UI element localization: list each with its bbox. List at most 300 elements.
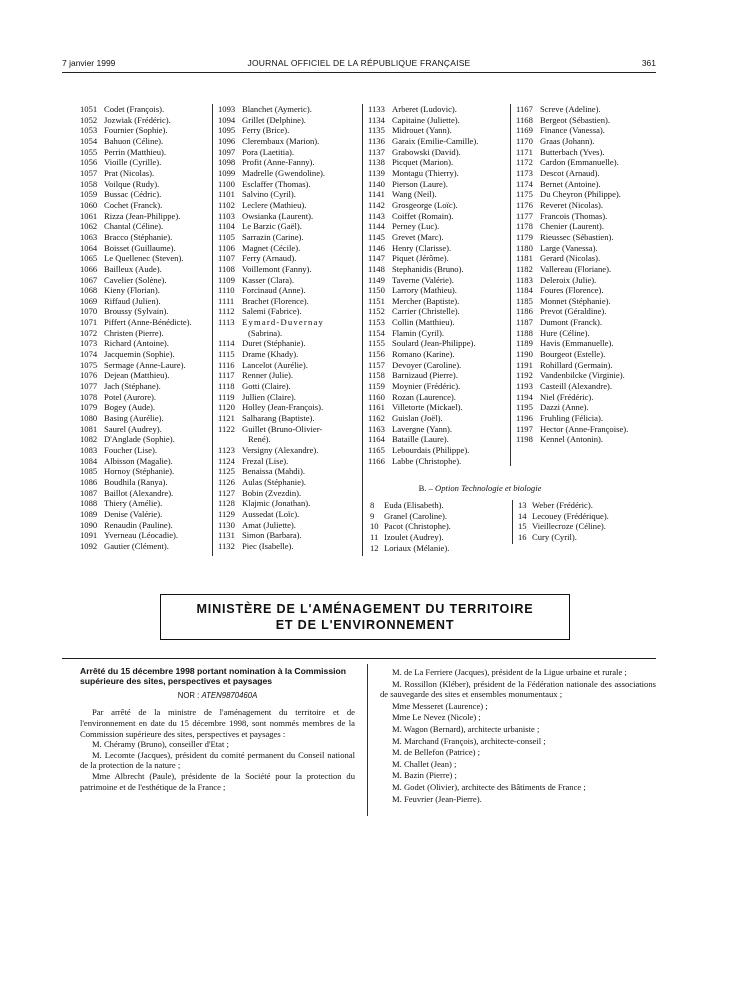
list-item-name: Garaix (Emilie-Camille).	[392, 135, 479, 146]
list-item	[516, 243, 656, 254]
ministry-line-1: MINISTÈRE DE L'AMÉNAGEMENT DU TERRITOIRE	[196, 602, 534, 616]
list-item-number: 1132	[218, 540, 235, 551]
list-item-name: Bussac (Cédric).	[104, 189, 162, 200]
list-item	[368, 264, 506, 275]
list-item-number: 1145	[368, 231, 385, 242]
member-entry: M. Wagon (Bernard), architecte urbaniste ;	[392, 723, 540, 734]
list-item	[368, 211, 506, 222]
list-item	[80, 211, 210, 222]
list-item-number: 1113	[218, 317, 235, 328]
list-item	[370, 511, 500, 522]
list-item-name: Fournier (Sophie).	[104, 125, 168, 136]
list-item-number: 1128	[218, 498, 235, 509]
list-item-name: Versigny (Alexandre).	[242, 445, 319, 455]
list-item-name: Piec (Isabelle).	[242, 540, 294, 551]
list-item	[218, 157, 356, 168]
nor-reference	[80, 691, 355, 702]
list-item-number: 1064	[80, 242, 98, 253]
list-item-name: Magnet (Cécile).	[242, 242, 301, 253]
list-item-name: Piffert (Anne-Bénédicte).	[104, 317, 192, 328]
list-item	[218, 264, 356, 275]
list-item	[218, 211, 356, 222]
list-item	[218, 136, 356, 147]
list-item	[218, 520, 356, 531]
list-item-name: Cury (Cyril).	[532, 531, 577, 542]
list-item-number: 1125	[218, 466, 235, 477]
list-item	[368, 456, 506, 467]
list-item-name: Perney (Luc).	[392, 221, 440, 232]
header-page-number: 361	[641, 58, 656, 68]
list-item-name: Boisset (Guillaume).	[104, 242, 176, 253]
list-item-name: Gautier (Clément).	[104, 540, 169, 551]
list-item-number: 1140	[368, 178, 385, 189]
list-item-name: Villetorte (Mickael).	[392, 402, 463, 413]
list-item	[368, 253, 506, 264]
list-item-name: Thiery (Amélie).	[104, 498, 163, 509]
list-item-name: Bataille (Laure).	[392, 434, 449, 445]
list-item-name: Piquet (Jérôme).	[392, 253, 449, 264]
list-item-number: 1093	[218, 104, 236, 114]
list-item-name: Benaissa (Mahdi).	[242, 466, 306, 477]
list-item	[516, 285, 656, 296]
right-members	[380, 667, 656, 804]
list-item	[516, 381, 656, 392]
list-item-name: Jach (Stéphane).	[104, 381, 161, 392]
list-item	[218, 509, 356, 520]
list-item-number: 1158	[368, 370, 385, 381]
list-item	[516, 200, 656, 211]
list-item-name: Guislan (Joël).	[392, 413, 443, 424]
list-item	[80, 498, 210, 509]
list-item-name: Devoyer (Caroline).	[392, 359, 462, 370]
member-entry: Mme Le Nevez (Nicole) ;	[392, 712, 481, 723]
list-item	[368, 317, 506, 328]
list-item-number: 1080	[80, 413, 98, 424]
list-item-name: Sarrazin (Carine).	[242, 231, 304, 242]
list-item-number: 1063	[80, 231, 98, 242]
list-item-name: Prat (Nicolas).	[104, 167, 155, 178]
member-entry: M. de La Ferriere (Jacques), président de la Ligue urbaine et rurale ;	[392, 667, 627, 677]
list-item-name: Amat (Juliette).	[242, 519, 296, 530]
list-item-name: Le Quellenec (Steven).	[104, 253, 184, 264]
list-item-number: 1176	[516, 199, 533, 210]
list-item	[516, 189, 656, 200]
list-item	[218, 381, 356, 392]
list-item	[368, 392, 506, 403]
list-item-number: 1107	[218, 253, 235, 264]
list-item	[80, 509, 210, 520]
list-item-name: Ferry (Arnaud).	[242, 253, 297, 264]
list-item-number: 1060	[80, 199, 98, 210]
list-item-name: Kennel (Antonin).	[540, 434, 604, 445]
list-item-number: 1108	[218, 263, 235, 274]
list-item-name: Pora (Laetitia).	[242, 146, 295, 157]
list-item	[218, 498, 356, 509]
list-item-name: Dazzi (Anne).	[540, 402, 589, 413]
list-item-number: 1168	[516, 114, 533, 125]
list-item-number: 1166	[368, 455, 385, 466]
list-item-number: 1099	[218, 167, 236, 178]
list-item	[218, 445, 356, 456]
list-item	[368, 381, 506, 392]
list-item-number: 1126	[218, 476, 235, 487]
list-item	[80, 360, 210, 371]
list-item-name: Flamin (Cyril).	[392, 327, 445, 338]
list-item	[80, 530, 210, 541]
list-item-name: Coiffet (Romain).	[392, 210, 454, 221]
list-item	[218, 221, 356, 232]
list-item-number: 1137	[368, 146, 385, 157]
list-item-number: 1156	[368, 349, 385, 360]
list-item-number: 1114	[218, 338, 235, 349]
list-item	[368, 275, 506, 286]
list-item-number: 1179	[516, 231, 533, 242]
list-item-number: 1081	[80, 423, 98, 434]
list-item	[516, 275, 656, 286]
list-item-name: Simon (Barbara).	[242, 530, 302, 541]
list-item-name: Hornoy (Stéphanie).	[104, 466, 175, 477]
list-item-number: 1115	[218, 349, 235, 360]
list-item-name: D'Anglade (Sophie).	[104, 434, 175, 445]
list-item-name: Jozwiak (Frédéric).	[104, 114, 171, 125]
list-item-number: 1127	[218, 487, 235, 498]
list-item-name: Yverneau (Léocadie).	[104, 530, 179, 541]
list-item-number: 1149	[368, 274, 385, 285]
list-item-name: Du Cheyron (Philippe).	[540, 189, 621, 200]
list-item-number: 1131	[218, 530, 235, 541]
list-item-number: 1085	[80, 466, 98, 477]
list-item-name: Foucher (Lise).	[104, 445, 157, 455]
list-item-name: Codet (François).	[104, 104, 165, 114]
list-item	[218, 424, 356, 435]
list-item-name: Larrory (Mathieu).	[392, 285, 457, 296]
list-item	[368, 413, 506, 424]
list-item-number: 1172	[516, 157, 533, 168]
list-item-name: Cardon (Emmanuelle).	[540, 157, 619, 168]
list-item-number: 1112	[218, 306, 235, 317]
list-item-name: Jacquemin (Sophie).	[104, 349, 175, 360]
list-item	[516, 168, 656, 179]
list-item	[516, 115, 656, 126]
list-item-name: Arberet (Ludovic).	[392, 104, 457, 114]
list-item	[80, 264, 210, 275]
list-item	[516, 104, 656, 115]
list-item-number: 1163	[368, 423, 385, 434]
list-item	[80, 157, 210, 168]
list-item	[370, 543, 500, 554]
list-b-column-2	[518, 500, 656, 543]
list-item	[218, 275, 356, 286]
member-entry: M. de Bellefon (Patrice) ;	[392, 747, 481, 758]
list-item-name: Carrier (Christelle).	[392, 306, 460, 317]
list-item-name: Blanchet (Aymeric).	[242, 104, 312, 114]
list-item	[516, 136, 656, 147]
list-item	[368, 147, 506, 158]
list-item	[368, 168, 506, 179]
list-item-name: Frezal (Lise).	[242, 455, 289, 466]
list-item-name: Aulas (Stéphanie).	[242, 476, 306, 487]
list-item	[218, 530, 356, 541]
list-item	[218, 243, 356, 254]
list-item-name: Havis (Emmanuelle).	[540, 338, 614, 349]
list-item-number: 1077	[80, 381, 98, 392]
list-item-name: Grabowski (David).	[392, 146, 461, 157]
list-item	[80, 477, 210, 488]
list-item-number: 1103	[218, 210, 235, 221]
list-item-name: Christen (Pierre).	[104, 327, 164, 338]
list-item-name: Rozan (Laurence).	[392, 391, 456, 402]
list-item-name: Salvino (Cyril).	[242, 189, 296, 200]
list-item-name: Monnet (Stéphanie).	[540, 295, 611, 306]
list-item-name: Francois (Thomas).	[540, 210, 608, 221]
list-item-number: 1071	[80, 317, 98, 328]
list-item	[80, 104, 210, 115]
member-entry: M. Rossillon (Kléber), président de la Fédération nationale des associations de sauvegarde des sites et ensembles monumentaux ;	[380, 678, 656, 700]
list-item-number: 1111	[218, 295, 235, 306]
ministry-line-2: ET DE L'ENVIRONNEMENT	[275, 618, 455, 632]
list-item-name: Dumont (Franck).	[540, 317, 603, 328]
list-item-name: Bracco (Stéphanie).	[104, 231, 173, 242]
list-item	[516, 434, 656, 445]
list-item	[368, 306, 506, 317]
list-item-number: 16	[518, 531, 527, 542]
list-item	[80, 253, 210, 264]
list-item	[80, 488, 210, 499]
list-item-number: 1187	[516, 317, 533, 328]
list-item-name: Reveret (Nicolas).	[540, 199, 603, 210]
list-item-number: 1109	[218, 274, 235, 285]
list-item-name: Basing (Aurélie).	[104, 413, 164, 424]
list-item-number: 1197	[516, 423, 533, 434]
list-item	[516, 424, 656, 435]
list-item	[218, 115, 356, 126]
list-item-number: 1120	[218, 402, 235, 413]
list-item	[218, 466, 356, 477]
list-item	[218, 370, 356, 381]
list-item	[518, 521, 656, 532]
list-item-name: Screve (Adeline).	[540, 104, 601, 114]
list-item-number: 10	[370, 521, 379, 532]
list-item-number: 1139	[368, 167, 385, 178]
list-item	[218, 541, 356, 552]
list-item-number: 1069	[80, 295, 98, 306]
list-item-name: Bogey (Aude).	[104, 402, 156, 413]
list-item	[218, 328, 356, 339]
list-item	[368, 285, 506, 296]
list-item-name: Collin (Matthieu).	[392, 317, 455, 328]
list-item	[516, 413, 656, 424]
list-item-name: Bailleux (Aude).	[104, 263, 162, 274]
section-rule	[62, 658, 656, 659]
list-item-name: Broussy (Sylvain).	[104, 306, 169, 317]
list-item-number: 1052	[80, 114, 98, 125]
column-divider	[212, 104, 213, 556]
list-item-name: Midrouet (Yann).	[392, 125, 452, 136]
list-item	[218, 168, 356, 179]
list-item	[80, 306, 210, 317]
list-item-number: 1087	[80, 487, 98, 498]
list-item-number: 1143	[368, 210, 385, 221]
list-item-name: Labbe (Christophe).	[392, 455, 462, 466]
list-item	[368, 179, 506, 190]
list-item-name: Voillemont (Fanny).	[242, 263, 312, 274]
list-item-name: Vandenbilcke (Virginie).	[540, 370, 625, 381]
list-item-name: Riffaud (Julien).	[104, 295, 161, 306]
list-item	[80, 125, 210, 136]
list-item-name: Potel (Aurore).	[104, 391, 157, 402]
list-item-name: Renner (Julie).	[242, 370, 294, 381]
list-item-number: 1138	[368, 157, 385, 168]
list-item	[368, 370, 506, 381]
list-item	[368, 360, 506, 371]
list-item-name: Profit (Anne-Fanny).	[242, 157, 315, 168]
list-item-number: 1154	[368, 327, 385, 338]
list-item-number: 1059	[80, 189, 98, 200]
list-item-number: 1169	[516, 125, 533, 136]
list-item-number: 1098	[218, 157, 236, 168]
list-item-name: Clerembaux (Marion).	[242, 135, 320, 146]
list-item-number: 1162	[368, 413, 385, 424]
list-item	[516, 360, 656, 371]
list-item	[218, 200, 356, 211]
list-item-number: 1180	[516, 242, 533, 253]
list-item-number: 1089	[80, 508, 98, 519]
list-item	[218, 189, 356, 200]
list-item-number: 1129	[218, 508, 235, 519]
list-item-name: Baillot (Alexandre).	[104, 487, 174, 498]
list-item-number: 1192	[516, 370, 533, 381]
list-item-number: 11	[370, 531, 379, 542]
list-item	[80, 221, 210, 232]
list-item	[368, 349, 506, 360]
list-item	[80, 466, 210, 477]
list-a-column-3	[368, 104, 506, 466]
list-item-number: 1054	[80, 135, 98, 146]
list-a-column-1	[80, 104, 210, 552]
list-item-number: 1090	[80, 519, 98, 530]
list-item-number: 1167	[516, 104, 533, 114]
list-item-number: 1078	[80, 391, 98, 402]
list-item	[218, 317, 356, 328]
list-item-number: 1160	[368, 391, 385, 402]
list-item	[368, 424, 506, 435]
list-item	[80, 338, 210, 349]
list-item	[516, 392, 656, 403]
member-entry: M. Challet (Jean) ;	[392, 758, 457, 769]
member-entry: Mme Messeret (Laurence) ;	[392, 700, 488, 711]
list-item-name: Klajmic (Jonathan).	[242, 498, 311, 509]
list-item	[516, 211, 656, 222]
arrete-intro: Par arrêté de la ministre de l'aménagement du territoire et de l'environnement en date du 15 décembre 1998, sont nommés membres de la Commission supérieure des sites, perspectives et paysages :	[80, 707, 355, 739]
list-item	[80, 179, 210, 190]
list-item-name: Albisson (Magalie).	[104, 455, 173, 466]
list-item-number: 1194	[516, 391, 533, 402]
list-item-name: Finance (Vanessa).	[540, 125, 605, 136]
list-item-name: Forcinaud (Anne).	[242, 285, 306, 296]
list-item	[516, 253, 656, 264]
arrete-title: Arrêté du 15 décembre 1998 portant nomination à la Commission supérieure des sites, perspectives et paysages	[80, 666, 346, 687]
list-item	[80, 296, 210, 307]
list-item-number: 1119	[218, 391, 235, 402]
list-item-number: 1116	[218, 359, 235, 370]
list-item	[80, 275, 210, 286]
list-item	[80, 232, 210, 243]
list-item-number: 1152	[368, 306, 385, 317]
list-item-name: Graas (Johann).	[540, 135, 595, 146]
list-item	[80, 424, 210, 435]
list-item	[368, 136, 506, 147]
list-item-name: Le Barzic (Gaël).	[242, 221, 302, 232]
list-item	[516, 157, 656, 168]
list-item-number: 1067	[80, 274, 98, 285]
list-item-number: 1072	[80, 327, 98, 338]
list-item-name: Holley (Jean-François).	[242, 402, 324, 413]
list-item-number: 1082	[80, 434, 98, 445]
list-item	[80, 168, 210, 179]
list-item	[218, 413, 356, 424]
list-item	[80, 381, 210, 392]
list-item-name: Weber (Frédéric).	[532, 500, 593, 510]
list-item-number: 1173	[516, 167, 533, 178]
list-item-number: 1144	[368, 221, 385, 232]
list-item	[516, 147, 656, 158]
list-item-name: Salemi (Fabrice).	[242, 306, 302, 317]
list-item-number: 1182	[516, 263, 533, 274]
list-item-number: 1094	[218, 114, 236, 125]
list-item-name: Barnizaud (Pierre).	[392, 370, 458, 381]
list-item-name: Leclere (Mathieu).	[242, 199, 307, 210]
list-item-name: Taverne (Valérie).	[392, 274, 454, 285]
list-item-number: 1100	[218, 178, 235, 189]
list-item-name: Ferry (Brice).	[242, 125, 290, 136]
list-item	[516, 338, 656, 349]
list-item-number: 1148	[368, 263, 385, 274]
list-item-number: 1130	[218, 519, 235, 530]
list-item	[80, 243, 210, 254]
page-header	[62, 58, 656, 72]
list-item-number: 1095	[218, 125, 236, 136]
list-item-number: 1118	[218, 381, 235, 392]
list-item-name: Descot (Arnaud).	[540, 167, 600, 178]
list-item-name: Niel (Frédéric).	[540, 391, 594, 402]
list-item	[368, 445, 506, 456]
list-item-number: 9	[370, 510, 375, 521]
list-item-name: Kasser (Clara).	[242, 274, 295, 285]
list-item-number: 1086	[80, 476, 98, 487]
member-entry: M. Feuvrier (Jean-Pierre).	[392, 793, 482, 804]
list-item-name: Duret (Stéphanie).	[242, 338, 306, 349]
list-item-number: 1074	[80, 349, 98, 360]
list-item	[80, 402, 210, 413]
list-item-number: 1141	[368, 189, 385, 200]
list-item-number: 1193	[516, 381, 533, 392]
list-item	[368, 328, 506, 339]
list-item-number: 1135	[368, 125, 385, 136]
list-item-number: 1164	[368, 434, 385, 445]
list-item-name: Esclaffer (Thomas).	[242, 178, 311, 189]
list-item	[80, 520, 210, 531]
list-item	[218, 253, 356, 264]
list-item	[516, 296, 656, 307]
list-item-number: 1151	[368, 295, 385, 306]
list-item	[80, 456, 210, 467]
list-item-number: 1159	[368, 381, 385, 392]
list-item-name: Dejean (Matthieu).	[104, 370, 170, 381]
nor-code: ATEN9870460A	[201, 690, 258, 700]
list-item-number: 15	[518, 521, 527, 532]
list-item-name: Hector (Anne-Françoise).	[540, 423, 629, 434]
list-item-name: Guillet (Bruno-Olivier-	[242, 423, 323, 434]
